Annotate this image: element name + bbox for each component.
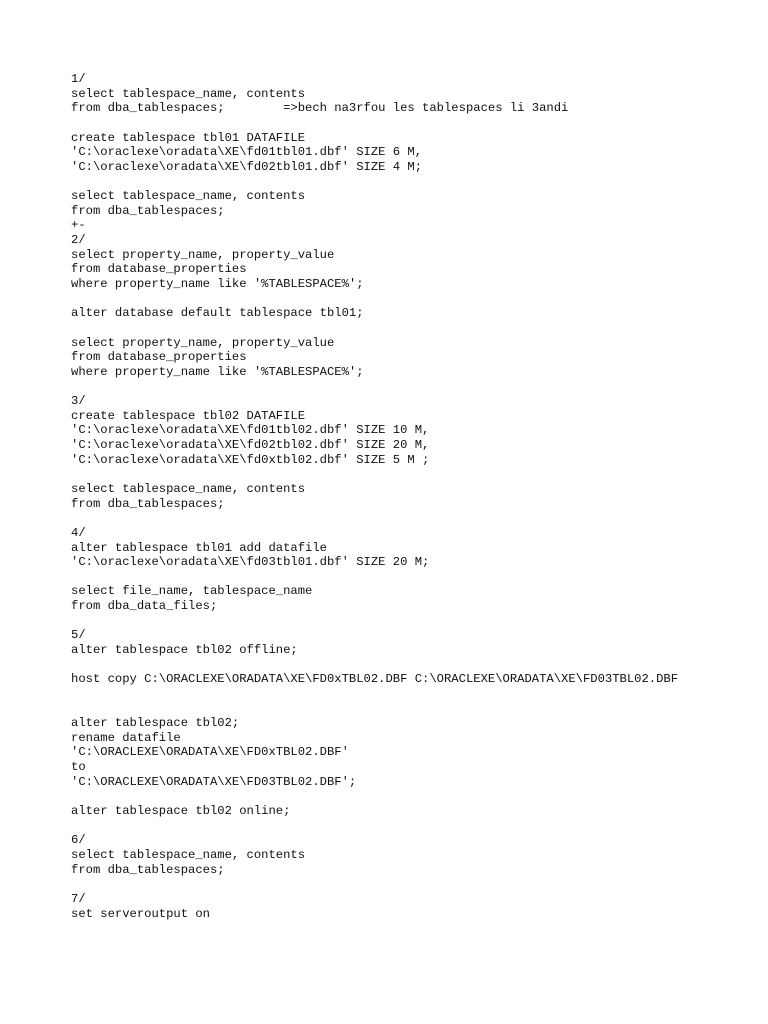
text-line: select tablespace_name, contents bbox=[71, 481, 306, 496]
text-line: 'C:\ORACLEXE\ORADATA\XE\FD03TBL02.DBF'; bbox=[71, 774, 357, 789]
sql-text-block bbox=[71, 72, 751, 921]
text-line: select property_name, property_value bbox=[71, 335, 335, 350]
text-line: select tablespace_name, contents bbox=[71, 189, 306, 204]
text-line: 'C:\oraclexe\oradata\XE\fd03tbl01.dbf' SIZE 20 M; bbox=[71, 555, 430, 570]
text-line: 'C:\oraclexe\oradata\XE\fd02tbl01.dbf' SIZE 4 M; bbox=[71, 159, 423, 174]
text-line: 'C:\ORACLEXE\ORADATA\XE\FD0xTBL02.DBF' bbox=[71, 745, 349, 760]
text-line: from dba_tablespaces; bbox=[71, 203, 225, 218]
text-line bbox=[71, 379, 751, 394]
text-line bbox=[71, 511, 751, 526]
text-line: rename datafile bbox=[71, 730, 181, 745]
text-line: from dba_tablespaces; bbox=[71, 862, 225, 877]
text-line: select property_name, property_value bbox=[71, 247, 335, 262]
text-line: select tablespace_name, contents bbox=[71, 86, 306, 101]
text-line: where property_name like '%TABLESPACE%'; bbox=[71, 276, 364, 291]
text-line: create tablespace tbl02 DATAFILE bbox=[71, 408, 306, 423]
text-line: from database_properties bbox=[71, 262, 247, 277]
text-line bbox=[71, 321, 751, 336]
text-line: select tablespace_name, contents bbox=[71, 847, 306, 862]
text-line: 2/ bbox=[71, 233, 86, 248]
text-line: alter tablespace tbl01 add datafile bbox=[71, 540, 327, 555]
text-line: alter tablespace tbl02; bbox=[71, 716, 240, 731]
text-line: select file_name, tablespace_name bbox=[71, 584, 313, 599]
text-line: 3/ bbox=[71, 394, 86, 409]
text-line bbox=[71, 116, 751, 131]
text-line: +- bbox=[71, 218, 86, 233]
text-line: from dba_tablespaces; bbox=[71, 496, 225, 511]
text-line: 6/ bbox=[71, 833, 86, 848]
text-line: 4/ bbox=[71, 525, 86, 540]
text-line bbox=[71, 658, 751, 673]
text-line: from database_properties bbox=[71, 350, 247, 365]
text-line: 'C:\oraclexe\oradata\XE\fd0xtbl02.dbf' SIZE 5 M ; bbox=[71, 452, 430, 467]
text-line bbox=[71, 687, 751, 702]
text-line: to bbox=[71, 760, 86, 775]
text-line: from dba_data_files; bbox=[71, 599, 218, 614]
text-line: host copy C:\ORACLEXE\ORADATA\XE\FD0xTBL02.DBF C:\ORACLEXE\ORADATA\XE\FD03TBL02.DBF bbox=[71, 672, 679, 687]
text-line: 'C:\oraclexe\oradata\XE\fd01tbl01.dbf' SIZE 6 M, bbox=[71, 145, 423, 160]
text-line: alter tablespace tbl02 offline; bbox=[71, 642, 298, 657]
text-line bbox=[71, 570, 751, 585]
text-line: create tablespace tbl01 DATAFILE bbox=[71, 130, 306, 145]
text-line bbox=[71, 614, 751, 629]
text-line bbox=[71, 292, 751, 307]
text-line: 5/ bbox=[71, 628, 86, 643]
text-line: set serveroutput on bbox=[71, 906, 210, 921]
text-line bbox=[71, 789, 751, 804]
text-line: 'C:\oraclexe\oradata\XE\fd01tbl02.dbf' SIZE 10 M, bbox=[71, 423, 430, 438]
text-line bbox=[71, 467, 751, 482]
text-line bbox=[71, 174, 751, 189]
text-line: alter database default tablespace tbl01; bbox=[71, 306, 364, 321]
text-line bbox=[71, 819, 751, 834]
text-line bbox=[71, 702, 751, 717]
text-line: 'C:\oraclexe\oradata\XE\fd02tbl02.dbf' SIZE 20 M, bbox=[71, 438, 430, 453]
text-line bbox=[71, 877, 751, 892]
text-line: from dba_tablespaces; =>bech na3rfou les tablespaces li 3andi bbox=[71, 101, 569, 116]
text-line: alter tablespace tbl02 online; bbox=[71, 804, 291, 819]
text-line: 7/ bbox=[71, 891, 86, 906]
text-line: 1/ bbox=[71, 72, 86, 86]
text-line: where property_name like '%TABLESPACE%'; bbox=[71, 364, 364, 379]
